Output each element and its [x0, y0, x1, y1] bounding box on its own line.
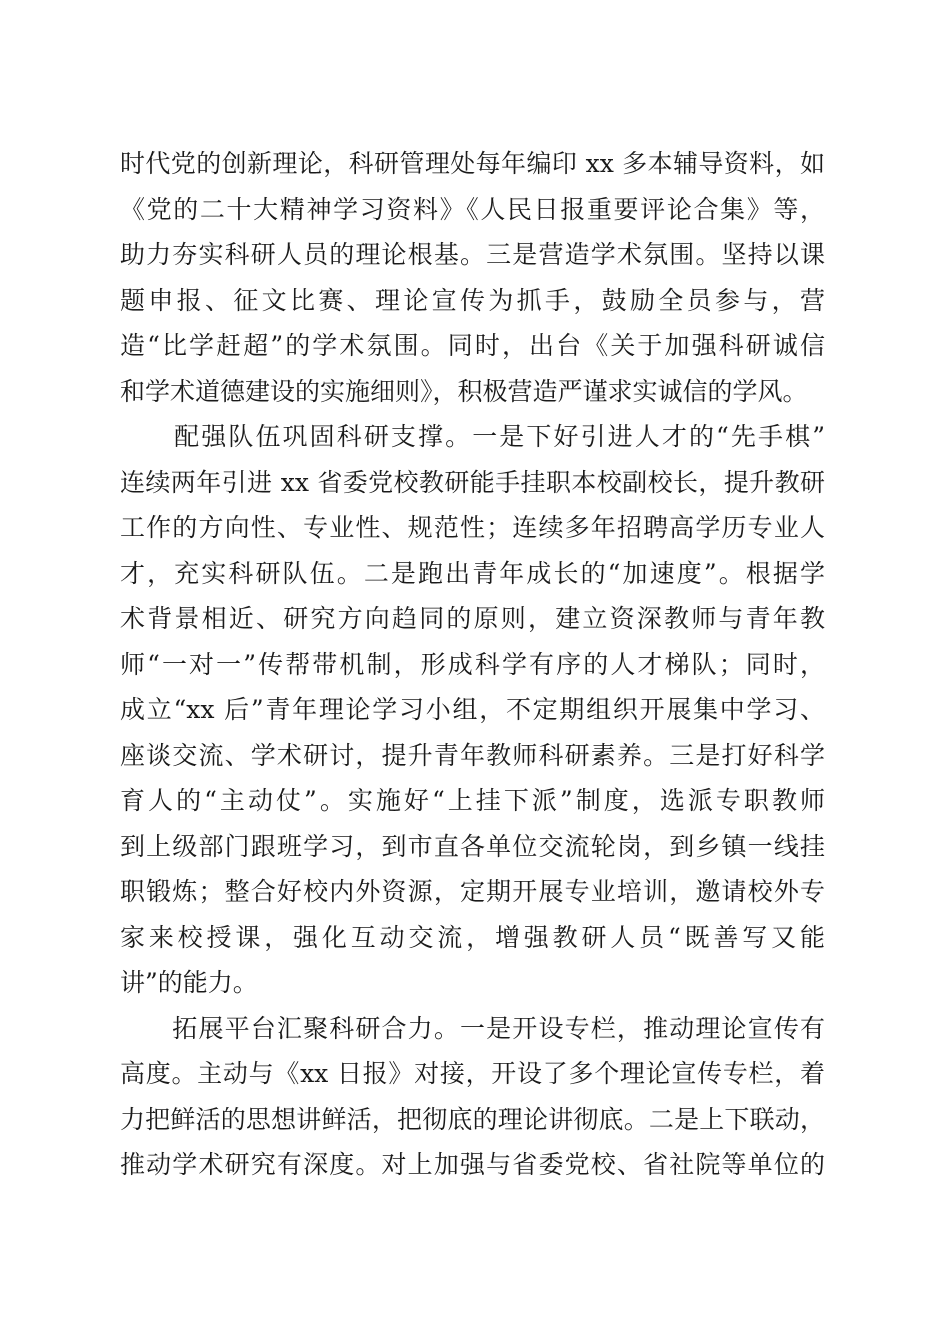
text-line: 时代党的创新理论，科研管理处每年编印 xx 多本辅导资料，如 [120, 149, 825, 178]
paragraph-heading-line: 配强队伍巩固科研支撑。一是下好引进人才的“先手棋” [120, 422, 825, 451]
paragraph-heading-line: 拓展平台汇聚科研合力。一是开设专栏，推动理论宣传有 [120, 1013, 825, 1043]
text-line: 座谈交流、学术研讨，提升青年教师科研素养。三是打好科学 [120, 740, 825, 770]
text-line: 题申报、征文比赛、理论宣传为抓手，鼓励全员参与，营 [120, 285, 825, 315]
text-line: 术背景相近、研究方向趋同的原则，建立资深教师与青年教 [120, 604, 825, 633]
text-line: 职锻炼；整合好校内外资源，定期开展专业培训，邀请校外专 [120, 877, 825, 906]
text-line: 育人的“主动仗”。实施好“上挂下派”制度，选派专职教师 [120, 786, 825, 815]
text-line: 到上级部门跟班学习，到市直各单位交流轮岗，到乡镇一线挂 [120, 831, 825, 861]
document-body [120, 141, 825, 1188]
text-line: 高度。主动与《xx 日报》对接，开设了多个理论宣传专栏，着 [120, 1059, 825, 1088]
text-line: 才，充实科研队伍。二是跑出青年成长的“加速度”。根据学 [120, 558, 825, 588]
text-line: 《党的二十大精神学习资料》《人民日报重要评论合集》等， [120, 194, 825, 224]
text-line: 助力夯实科研人员的理论根基。三是营造学术氛围。坚持以课 [120, 240, 825, 269]
text-line: 推动学术研究有深度。对上加强与省委党校、省社院等单位的 [120, 1150, 825, 1179]
text-line: 讲”的能力。 [120, 968, 258, 997]
text-line: 工作的方向性、专业性、规范性；连续多年招聘高学历专业人 [120, 513, 825, 542]
text-line: 家来校授课，强化互动交流，增强教研人员“既善写又能 [120, 922, 825, 952]
text-line: 和学术道德建设的实施细则》，积极营造严谨求实诚信的学风。 [120, 376, 808, 406]
text-line: 造“比学赶超”的学术氛围。同时，出台《关于加强科研诚信 [120, 331, 825, 360]
text-line: 力把鲜活的思想讲鲜活，把彻底的理论讲彻底。二是上下联动， [120, 1104, 825, 1134]
text-line: 师“一对一”传帮带机制，形成科学有序的人才梯队；同时， [120, 649, 825, 679]
text-line: 连续两年引进 xx 省委党校教研能手挂职本校副校长，提升教研 [120, 467, 825, 497]
text-line: 成立“xx 后”青年理论学习小组，不定期组织开展集中学习、 [120, 695, 825, 724]
